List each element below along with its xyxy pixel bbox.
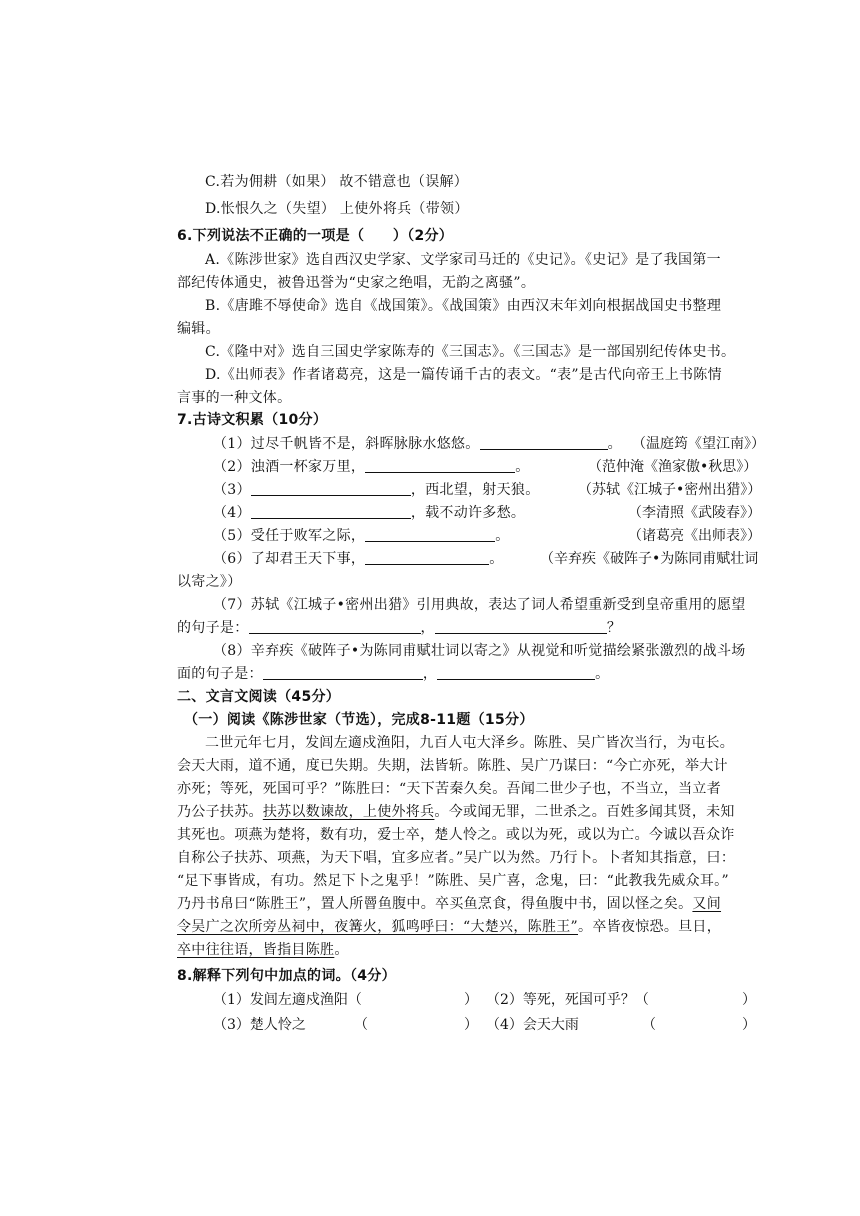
q8-title: 8.解释下列句中加点的词。（4分）: [177, 968, 396, 984]
q6-option-a-line1: A.《陈涉世家》选自西汉史学家、文学家司马迁的《史记》。《史记》是了我国第一: [205, 252, 721, 268]
q8-item-4: （4）会天大雨: [486, 1017, 579, 1033]
passage-line-5: 其死也。项燕为楚将，数有功，爱士卒，楚人怜之。或以为死，或以为亡。今诚以吾众诈: [177, 827, 735, 843]
q7-item-6: （6）了却君王天下事， 。: [213, 551, 504, 567]
underlined-sentence: 又间: [692, 896, 722, 912]
q7-source-1: （温庭筠《望江南》）: [632, 436, 765, 452]
passage-line-3: 亦死；等死，死国可乎？”陈胜曰：“天下苦秦久矣。吾闻二世少子也，不当立，当立者: [177, 781, 722, 797]
q7-source-6: （辛弃疾《破阵子•为陈同甫赋壮词: [540, 551, 759, 567]
passage-line-2: 会天大雨，道不通，度已失期。失期，法皆斩。陈胜、吴广乃谋曰：“今亡亦死，举大计: [177, 758, 728, 774]
q7-item-8-line1: （8）辛弃疾《破阵子•为陈同甫赋壮词以寄之》从视觉和听觉描绘紧张激烈的战斗场: [213, 643, 746, 659]
q7-item-7-line1: （7）苏轼《江城子•密州出猎》引用典故，表达了词人希望重新受到皇帝重用的愿望: [213, 597, 746, 613]
q7-item-5: （5）受任于败军之际， 。: [213, 528, 510, 544]
q6-option-d-line2: 言事的一种文体。: [177, 390, 292, 406]
passage-line-7: “足下事皆成，有功。然足下卜之鬼乎！”陈胜、吴广喜，念鬼，曰：“此教我先威众耳。”: [177, 873, 729, 889]
q8-item-2: （2）等死，死国可乎？（: [486, 992, 649, 1008]
q6-option-b-line1: B.《唐雎不辱使命》选自《战国策》。《战国策》由西汉末年刘向根据战国史书整理: [205, 298, 722, 314]
q7-title: 7.古诗文积累（10分）: [177, 412, 328, 428]
q7-item-8-line2: 面的句子是： ， 。: [177, 666, 610, 682]
answer-blank[interactable]: [435, 619, 607, 634]
passage-line-9: 令吴广之次所旁丛祠中，夜篝火，狐鸣呼曰：“大楚兴，陈胜王”。卒皆夜惊恐。旦日，: [177, 919, 722, 935]
answer-blank[interactable]: [251, 504, 411, 519]
q8-item-3-open: （: [354, 1017, 368, 1033]
q7-source-4: （李清照《武陵春》）: [628, 505, 761, 521]
q8-item-3: （3）楚人怜之: [213, 1017, 306, 1033]
q6-option-a-line2: 部纪传体通史，被鲁迅誉为“史家之绝唱，无韵之离骚”。: [177, 275, 536, 291]
q6-option-d-line1: D.《出师表》作者诸葛亮，这是一篇传诵千古的表文。“表”是古代向帝王上书陈情: [205, 367, 722, 383]
answer-blank[interactable]: [249, 619, 421, 634]
q7-item-7-line2: 的句子是： ， ？: [177, 620, 622, 636]
q7-source-6-cont: 以寄之》）: [177, 574, 242, 590]
answer-blank[interactable]: [263, 665, 423, 680]
passage-line-10: 卒中往往语，皆指目陈胜。: [177, 942, 349, 958]
section-2-title: 二、文言文阅读（45分）: [177, 689, 341, 705]
underlined-sentence: 扶苏以数谏故，上使外将兵: [262, 804, 435, 820]
passage-line-1: 二世元年七月，发闾左適戍渔阳，九百人屯大泽乡。陈胜、吴广皆次当行，为屯长。: [205, 735, 735, 751]
q7-item-1: （1）过尽千帆皆不是，斜晖脉脉水悠悠。 。: [213, 436, 622, 452]
q5-option-c: C.若为佣耕（如果） 故不错意也（误解）: [205, 174, 469, 190]
answer-blank[interactable]: [251, 481, 411, 496]
q6-option-b-line2: 编辑。: [177, 321, 220, 337]
answer-blank[interactable]: [365, 527, 495, 542]
answer-blank[interactable]: [480, 435, 608, 450]
q7-source-3: （苏轼《江城子•密州出猎》）: [578, 482, 762, 498]
q8-item-1-close: ）: [464, 992, 478, 1008]
q8-item-4-open: （: [642, 1017, 656, 1033]
passage-line-6: 自称公子扶苏、项燕，为天下唱，宜多应者。”吴广以为然。乃行卜。卜者知其指意，曰：: [177, 850, 736, 866]
q8-item-1: （1）发闾左適戍渔阳（: [213, 992, 362, 1008]
q7-source-2: （范仲淹《渔家傲•秋思》）: [588, 459, 758, 475]
q6-option-c: C.《隆中对》选自三国史学家陈寿的《三国志》。《三国志》是一部国别纪传体史书。: [205, 344, 736, 360]
q8-item-2-close: ）: [742, 992, 756, 1008]
answer-blank[interactable]: [437, 665, 595, 680]
q7-item-3: （3） ，西北望，射天狼。: [213, 482, 540, 498]
q6-title: 6.下列说法不正确的一项是（ ）（2分）: [177, 228, 454, 244]
passage-line-4: 乃公子扶苏。扶苏以数谏故，上使外将兵。今或闻无罪，二世杀之。百姓多闻其贤，未知: [177, 804, 735, 820]
passage-line-8: 乃丹书帛曰“陈胜王”，置人所罾鱼腹中。卒买鱼烹食，得鱼腹中书，固以怪之矣。又间: [177, 896, 722, 912]
q8-item-3-close: ）: [464, 1017, 478, 1033]
section-2-subtitle: （一）阅读《陈涉世家（节选），完成8-11题（15分）: [184, 712, 534, 728]
q7-source-5: （诸葛亮《出师表》）: [628, 528, 761, 544]
q5-option-d: D.怅恨久之（失望） 上使外将兵（带领）: [205, 201, 469, 217]
answer-blank[interactable]: [365, 458, 515, 473]
underlined-sentence: 令吴广之次所旁丛祠中，夜篝火，狐鸣呼曰：“大楚兴，陈胜王”: [177, 919, 579, 935]
answer-blank[interactable]: [365, 550, 489, 565]
underlined-sentence: 卒中往往语，皆指目陈胜: [177, 942, 335, 958]
q7-item-4: （4） ，载不动许多愁。: [213, 505, 526, 521]
q8-item-4-close: ）: [742, 1017, 756, 1033]
q7-item-2: （2）浊酒一杯家万里， 。: [213, 459, 530, 475]
